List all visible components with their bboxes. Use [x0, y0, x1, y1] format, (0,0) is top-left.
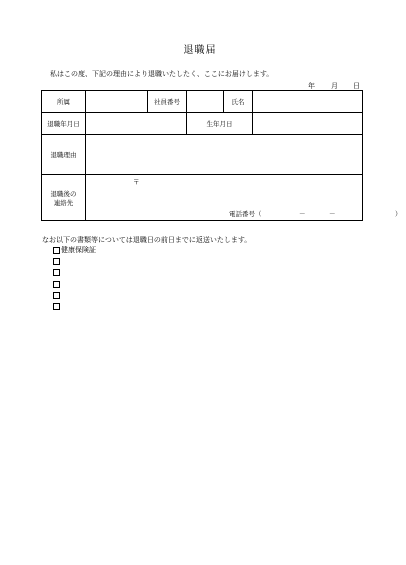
checklist-item: [53, 279, 96, 290]
phone-line: [86, 209, 406, 218]
date-day-label: 日: [353, 82, 360, 90]
contact-field[interactable]: [86, 175, 402, 221]
contact-label: [42, 175, 86, 221]
checkbox[interactable]: [53, 292, 60, 299]
return-documents-checklist: [53, 245, 96, 313]
resignation-form-table: [41, 90, 402, 221]
phone-label: 電話番号（: [229, 210, 262, 218]
checkbox[interactable]: [53, 303, 60, 310]
name-label: 氏名: [224, 91, 253, 113]
intro-text: 私はこの度、下記の理由により退職いたしたく、ここにお届けします。: [50, 70, 274, 78]
phone-dash-2: －: [329, 210, 336, 218]
employee-no-label: 社員番号: [148, 91, 187, 113]
checklist-item: [53, 291, 96, 302]
retire-date-field[interactable]: [86, 113, 187, 135]
postal-mark: 〒: [133, 178, 140, 186]
date-month-label: 月: [331, 82, 338, 90]
checkbox[interactable]: [53, 247, 60, 254]
employee-no-field[interactable]: [187, 91, 224, 113]
date-year-label: 年: [308, 82, 315, 90]
form-row-dates: [42, 113, 363, 135]
form-row-contact: [42, 175, 363, 221]
form-row-affiliation: [42, 91, 363, 113]
phone-close: ）: [395, 210, 402, 218]
phone-dash-1: －: [299, 210, 306, 218]
reason-field[interactable]: [86, 135, 363, 175]
checklist-item-label: 健康保険証: [61, 246, 96, 254]
reason-label: 退職理由: [42, 135, 86, 175]
affiliation-field[interactable]: [86, 91, 148, 113]
checklist-item: [53, 268, 96, 279]
checklist-item: [53, 302, 96, 313]
birth-date-field[interactable]: [253, 113, 363, 135]
name-field[interactable]: [253, 91, 363, 113]
form-row-reason: [42, 135, 363, 175]
checkbox[interactable]: [53, 281, 60, 288]
affiliation-label: 所属: [42, 91, 86, 113]
retire-date-label: 退職年月日: [42, 113, 86, 135]
checkbox[interactable]: [53, 269, 60, 276]
document-title: 退職届: [183, 45, 217, 56]
checklist-item: [53, 245, 96, 256]
checkbox[interactable]: [53, 258, 60, 265]
contact-label-line2: 連絡先: [53, 198, 74, 207]
contact-label-line1: 退職後の: [50, 189, 77, 198]
checklist-item: [53, 256, 96, 267]
return-documents-note: なお以下の書類等については退職日の前日までに返送いたします。: [42, 236, 252, 244]
birth-date-label: 生年月日: [187, 113, 253, 135]
